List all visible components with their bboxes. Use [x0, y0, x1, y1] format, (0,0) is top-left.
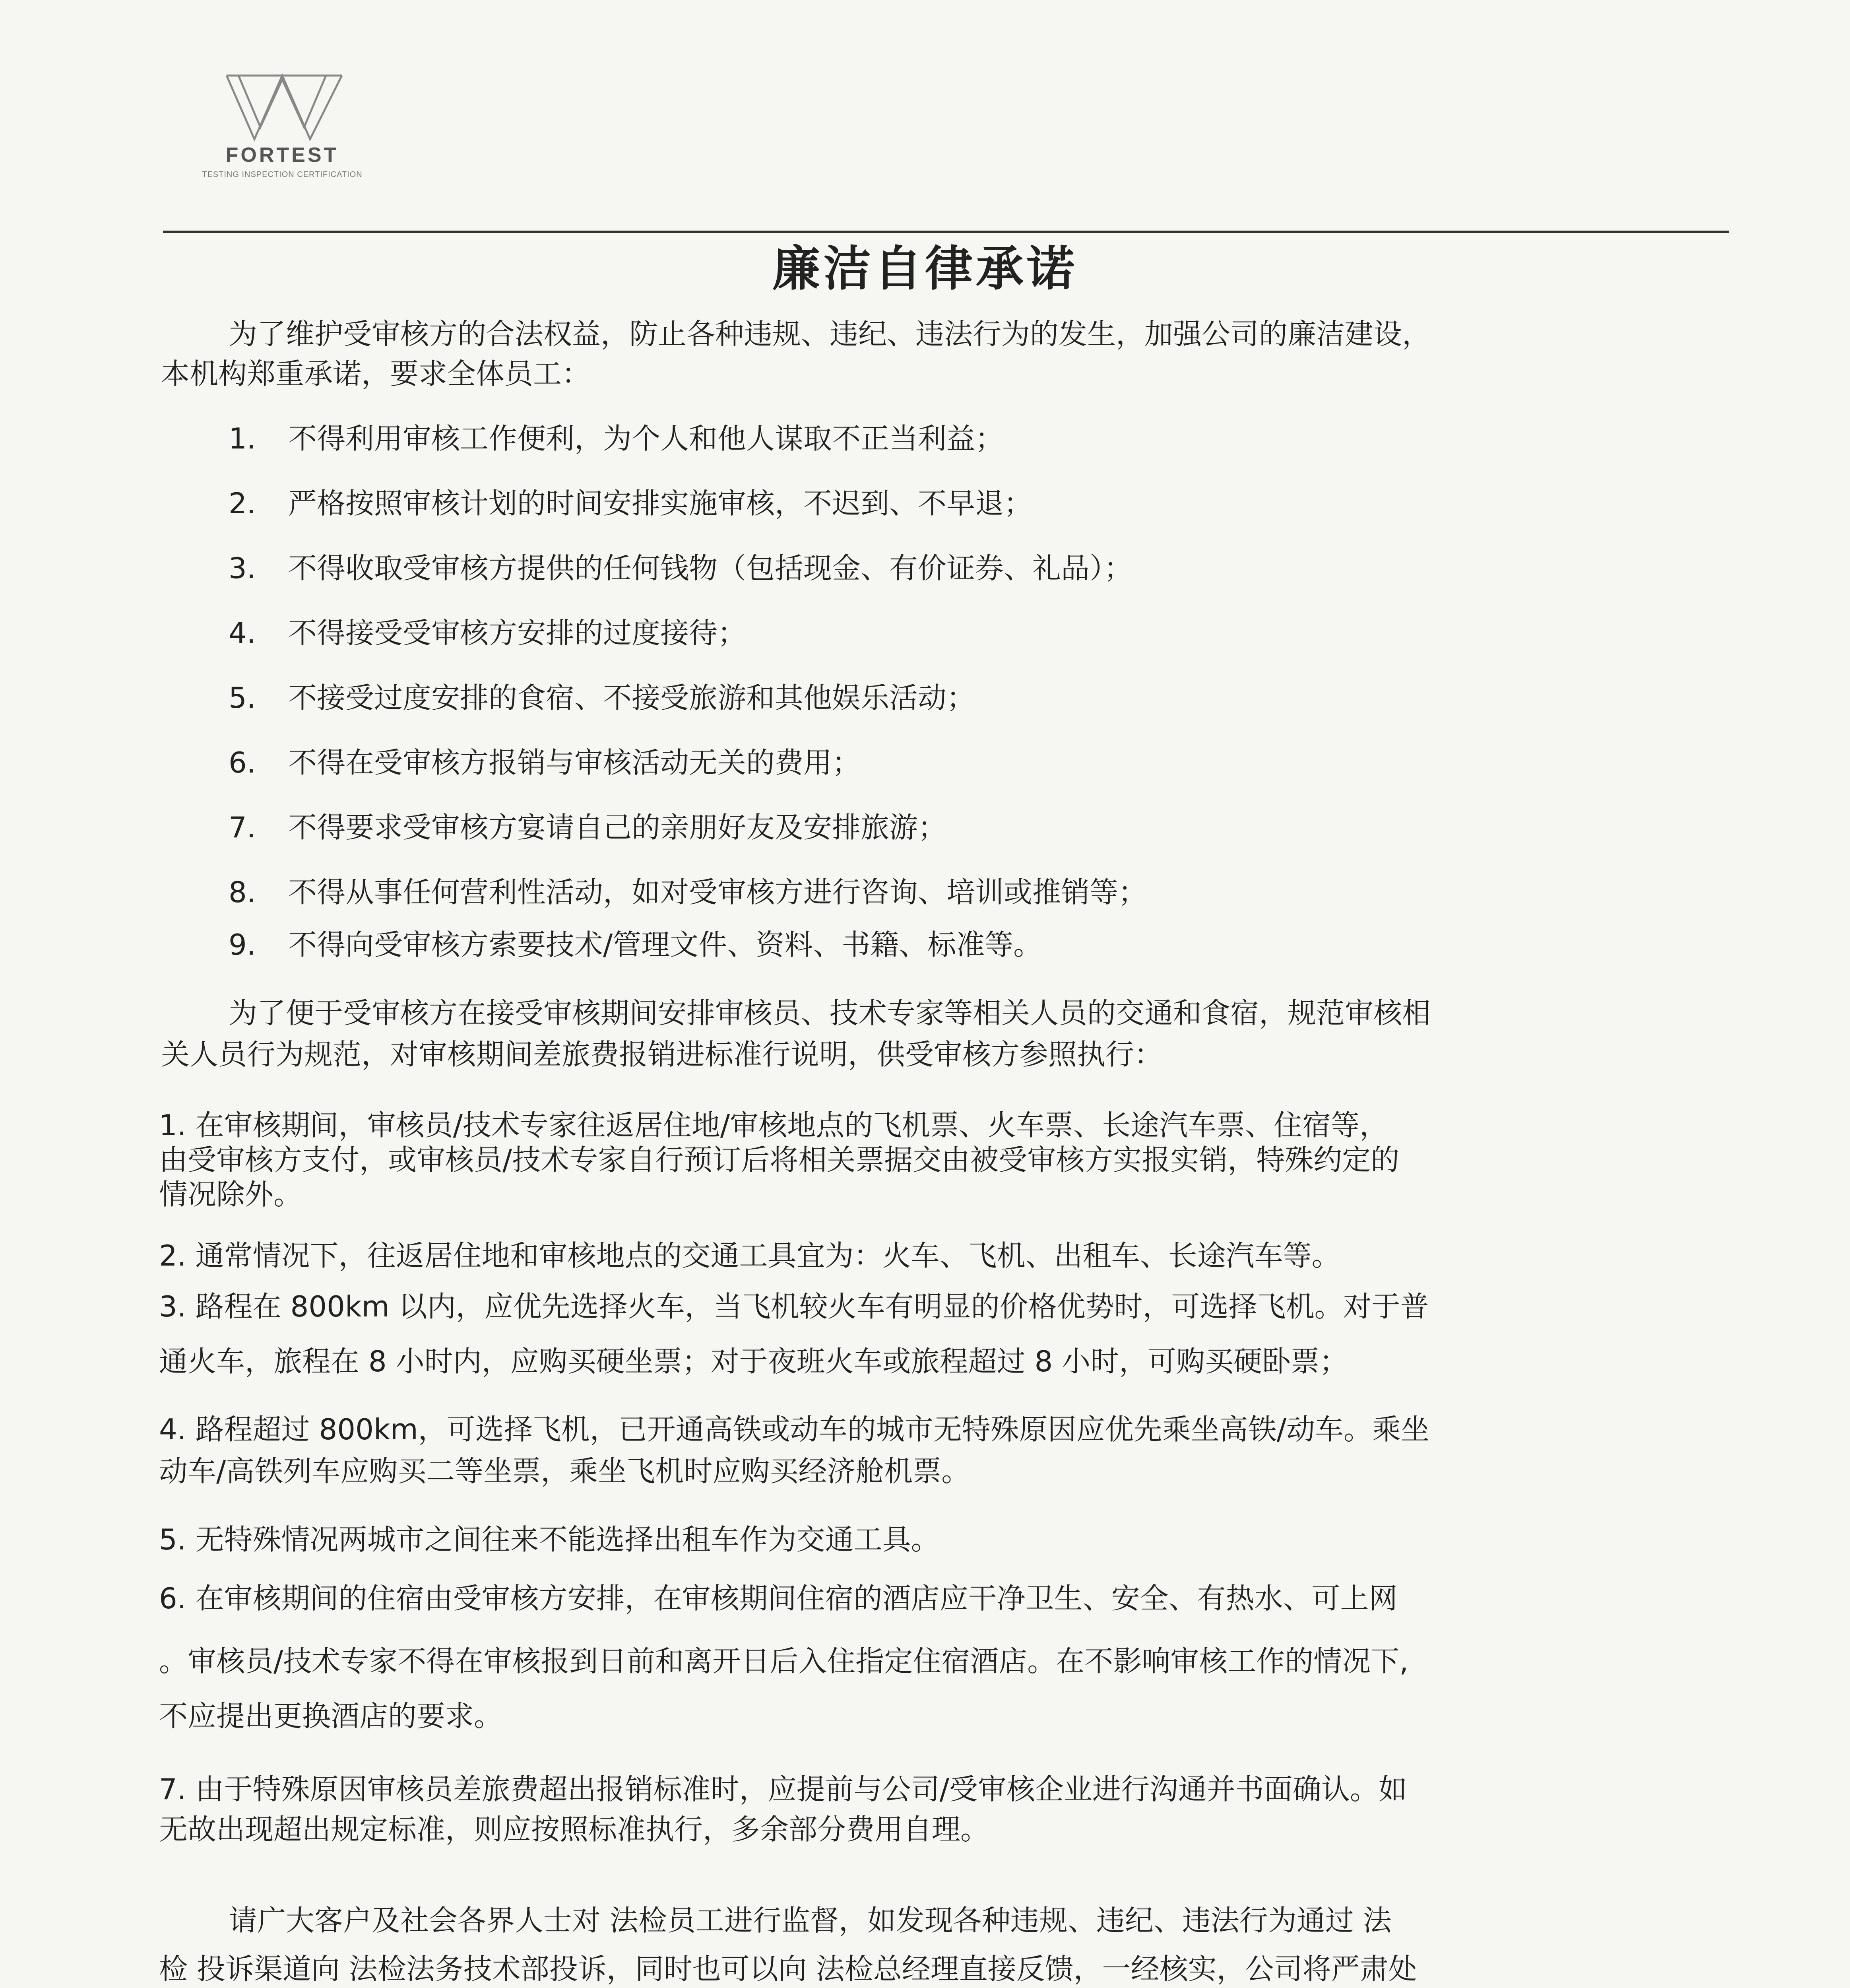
rule-1-line-1: 1. 在审核期间，审核员/技术专家往返居住地/审核地点的飞机票、火车票、长途汽车票、住宿等， — [159, 1109, 1388, 1142]
commitment-text: 不得利用审核工作便利，为个人和他人谋取不正当利益； — [288, 422, 1004, 455]
brand-name: FORTEST — [225, 144, 339, 167]
rule-5: 5. 无特殊情况两城市之间往来不能选择出租车作为交通工具。 — [159, 1523, 940, 1556]
commitment-number: 3. — [229, 551, 256, 585]
intro-line-1: 为了维护受审核方的合法权益，防止各种违规、违纪、违法行为的发生，加强公司的廉洁建设， — [229, 317, 1431, 351]
commitment-item — [229, 747, 861, 779]
commitment-number: 8. — [229, 876, 256, 909]
page-title: 廉洁自律承诺 — [772, 241, 1078, 297]
commitment-item — [229, 487, 1032, 519]
rule-3-line-2: 通火车，旅程在 8 小时内，应购买硬坐票；对于夜班火车或旅程超过 8 小时，可购买硬卧票； — [159, 1345, 1348, 1378]
rule-6-line-3: 不应提出更换酒店的要求。 — [159, 1699, 503, 1733]
commitment-number: 2. — [229, 487, 256, 520]
brand-tagline: TESTING INSPECTION CERTIFICATION — [202, 170, 363, 179]
commitment-number: 4. — [229, 616, 256, 650]
commitment-text: 不得从事任何营利性活动，如对受审核方进行咨询、培训或推销等； — [288, 876, 1147, 909]
rule-7-line-2: 无故出现超出规定标准，则应按照标准执行，多余部分费用自理。 — [159, 1813, 989, 1846]
commitment-text: 不得收取受审核方提供的任何钱物（包括现金、有价证券、礼品）； — [288, 551, 1133, 585]
rule-1-line-2: 由受审核方支付，或审核员/技术专家自行预订后将相关票据交由被受审核方实报实销，特殊约定的 — [159, 1143, 1400, 1176]
appeal-line-1: 请广大客户及社会各界人士对 法检员工进行监督，如发现各种违规、违纪、违法行为通过 法 — [229, 1904, 1392, 1937]
commitment-item — [229, 552, 1132, 584]
commitment-text: 不得在受审核方报销与审核活动无关的费用； — [288, 746, 861, 779]
commitment-text: 不得向受审核方索要技术/管理文件、资料、书籍、标准等。 — [288, 928, 1042, 961]
rule-1-line-3: 情况除外。 — [159, 1178, 303, 1211]
rule-4-line-2: 动车/高铁列车应购买二等坐票，乘坐飞机时应购买经济舱机票。 — [159, 1454, 970, 1488]
rule-7-line-1: 7. 由于特殊原因审核员差旅费超出报销标准时，应提前与公司/受审核企业进行沟通并书面确认。如 — [159, 1773, 1407, 1806]
commitment-item — [229, 812, 946, 843]
commitment-text: 不接受过度安排的食宿、不接受旅游和其他娱乐活动； — [288, 681, 975, 714]
commitment-item — [229, 682, 975, 714]
commitment-item — [229, 423, 1004, 454]
commitment-text: 不得要求受审核方宴请自己的亲朋好友及安排旅游； — [288, 811, 947, 844]
commitment-number: 9. — [229, 928, 256, 961]
rule-4-line-1: 4. 路程超过 800km，可选择飞机，已开通高铁或动车的城市无特殊原因应优先乘坐高铁/动车。乘坐 — [159, 1413, 1429, 1446]
commitment-item — [229, 617, 746, 649]
fortest-logo — [187, 68, 378, 147]
commitment-number: 6. — [229, 746, 256, 779]
commitment-item — [229, 929, 1042, 961]
commitment-number: 7. — [229, 811, 256, 844]
commitment-text: 不得接受受审核方安排的过度接待； — [288, 616, 747, 650]
rule-2: 2. 通常情况下，往返居住地和审核地点的交通工具宜为：火车、飞机、出租车、长途汽车等。 — [159, 1239, 1340, 1272]
travel-intro-line-2: 关人员行为规范，对审核期间差旅费报销进标准行说明，供受审核方参照执行： — [161, 1038, 1163, 1071]
rule-3-line-1: 3. 路程在 800km 以内，应优先选择火车，当飞机较火车有明显的价格优势时，可选择飞机。对于普 — [159, 1290, 1429, 1323]
intro-line-2: 本机构郑重承诺，要求全体员工： — [161, 357, 591, 390]
commitment-number: 5. — [229, 681, 256, 714]
w-logo-icon — [223, 68, 350, 147]
rule-6-line-2: 。审核员/技术专家不得在审核报到日前和离开日后入住指定住宿酒店。在不影响审核工作的情况下, — [159, 1644, 1409, 1678]
rule-6-line-1: 6. 在审核期间的住宿由受审核方安排，在审核期间住宿的酒店应干净卫生、安全、有热水、可上网 — [159, 1582, 1398, 1615]
commitment-number: 1. — [229, 422, 256, 455]
travel-intro-line-1: 为了便于受审核方在接受审核期间安排审核员、技术专家等相关人员的交通和食宿，规范审核相 — [229, 996, 1431, 1030]
commitment-item — [229, 876, 1147, 908]
commitment-text: 严格按照审核计划的时间安排实施审核，不迟到、不早退； — [288, 487, 1033, 520]
appeal-line-2: 检 投诉渠道向 法检法务技术部投诉，同时也可以向 法检总经理直接反馈，一经核实，公司将严肃处 — [159, 1952, 1417, 1986]
